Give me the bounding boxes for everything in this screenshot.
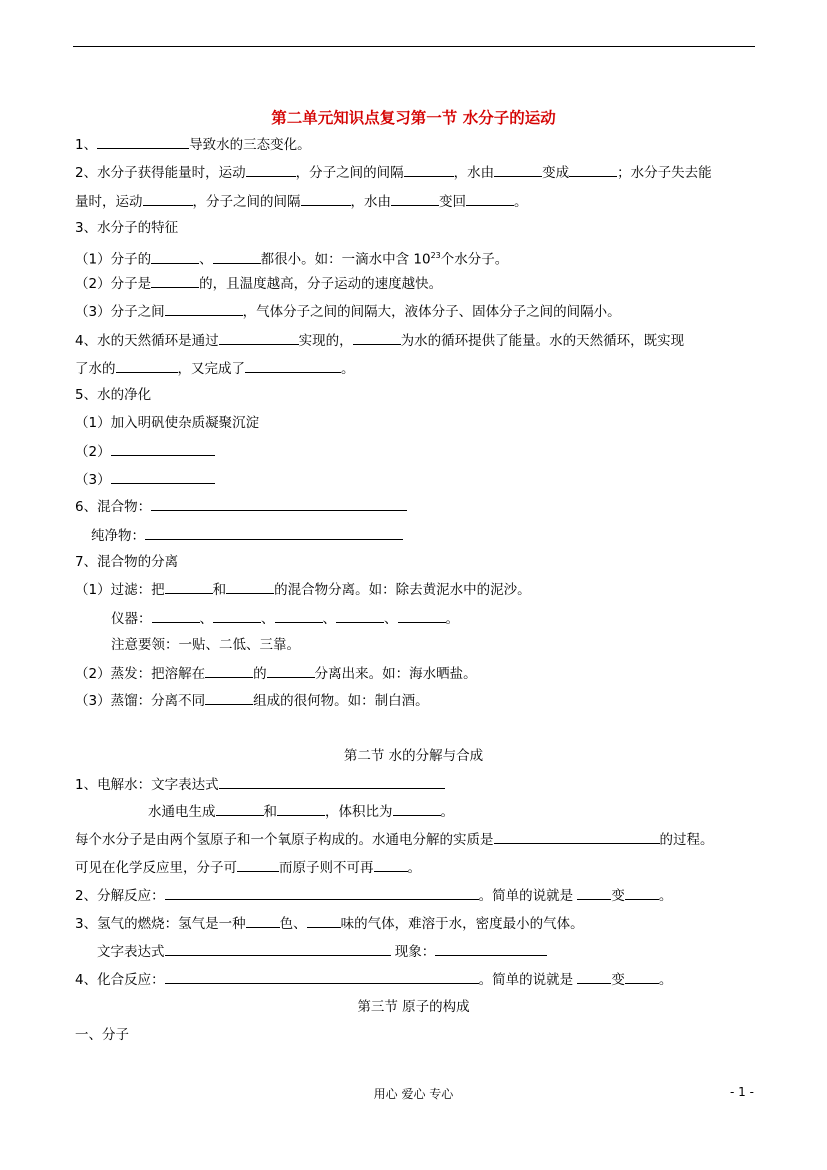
text: 每个水分子是由两个氢原子和一个氧原子构成的。水通电分解的实质是 <box>75 832 494 848</box>
item-7-1-instruments <box>111 609 459 628</box>
text: 组成的很何物。如：制白酒。 <box>253 693 429 709</box>
text: 和 <box>263 804 277 820</box>
text: 。 <box>341 361 355 377</box>
header-rule <box>73 46 755 47</box>
item-3-heading: 3、水分子的特征 <box>75 220 179 236</box>
text: 。简单的说就是 <box>478 972 578 988</box>
section-3-heading: 第三节 原子的构成 <box>357 999 470 1015</box>
separator: 、 <box>384 611 398 627</box>
fill-blank[interactable] <box>165 942 391 956</box>
fill-blank[interactable] <box>466 192 514 206</box>
text: 的混合物分离。如：除去黄泥水中的泥沙。 <box>274 582 531 598</box>
fill-blank[interactable] <box>625 886 659 900</box>
text: 1、电解水：文字表达式 <box>75 777 219 793</box>
fill-blank[interactable] <box>353 331 401 345</box>
fill-blank[interactable] <box>152 609 200 623</box>
text: 为水的循环提供了能量。水的天然循环，既实现 <box>400 333 685 349</box>
section-2-heading: 第二节 水的分解与合成 <box>343 748 484 764</box>
exponent: 23 <box>430 251 441 260</box>
text: （3） <box>75 472 111 488</box>
separator: 、 <box>322 611 336 627</box>
text: ，分子之间的间隔 <box>192 194 301 210</box>
footer-motto: 用心 爱心 专心 <box>373 1087 454 1101</box>
fill-blank[interactable] <box>374 858 408 872</box>
s2-item-3-expression <box>97 942 547 961</box>
s2-item-3 <box>75 914 584 933</box>
item-4-line-2 <box>75 359 355 378</box>
text: 分离出来。如：海水晒盐。 <box>314 666 477 682</box>
fill-blank[interactable] <box>219 775 445 789</box>
fill-blank[interactable] <box>151 274 199 288</box>
item-5-2 <box>75 442 215 461</box>
item-5-1: （1）加入明矾使杂质凝聚沉淀 <box>75 415 260 431</box>
text: 4、化合反应： <box>75 972 165 988</box>
text: （1）分子的 <box>75 251 152 268</box>
item-7-3 <box>75 691 429 710</box>
item-3-3 <box>75 302 621 321</box>
text: 变 <box>611 972 625 988</box>
text: 。 <box>658 888 673 904</box>
text: 而原子则不可再 <box>279 860 374 876</box>
fill-blank[interactable] <box>391 192 439 206</box>
fill-blank[interactable] <box>226 580 274 594</box>
text: 。简单的说就是 <box>478 888 578 904</box>
fill-blank[interactable] <box>216 802 264 816</box>
fill-blank[interactable] <box>165 302 243 316</box>
text: 的过程。 <box>659 832 714 848</box>
fill-blank[interactable] <box>277 802 325 816</box>
text: ，气体分子之间的间隔大，液体分子、固体分子之间的间隔小。 <box>242 304 621 320</box>
text: 的，且温度越高，分子运动的速度越快。 <box>199 276 443 292</box>
fill-blank[interactable] <box>494 830 660 844</box>
text: 了水的 <box>75 361 116 377</box>
fill-blank[interactable] <box>246 163 296 177</box>
s2-item-2 <box>75 886 672 905</box>
fill-blank[interactable] <box>205 664 253 678</box>
item-4-line-1 <box>75 331 684 350</box>
text: 导致水的三态变化。 <box>189 137 311 153</box>
text: 4、水的天然循环是通过 <box>75 333 219 349</box>
s3-item-1: 一、分子 <box>75 1027 129 1043</box>
fill-blank[interactable] <box>151 497 407 511</box>
item-6-mixture <box>75 497 407 516</box>
separator: 、 <box>199 611 213 627</box>
s2-item-1 <box>75 775 445 794</box>
text: 变成 <box>542 165 570 181</box>
item-1 <box>75 135 311 154</box>
text: 和 <box>212 582 227 598</box>
fill-blank[interactable] <box>246 914 280 928</box>
s2-item-1-products <box>148 802 454 821</box>
fill-blank[interactable] <box>301 192 351 206</box>
fill-blank[interactable] <box>577 886 611 900</box>
item-7-heading: 7、混合物的分离 <box>75 554 179 570</box>
fill-blank[interactable] <box>275 609 323 623</box>
item-7-1 <box>75 580 531 599</box>
item-5-3 <box>75 470 215 489</box>
text: （3）分子之间 <box>75 304 165 320</box>
fill-blank[interactable] <box>165 970 479 984</box>
fill-blank[interactable] <box>398 609 446 623</box>
fill-blank[interactable] <box>245 359 341 373</box>
fill-blank[interactable] <box>237 858 279 872</box>
fill-blank[interactable] <box>111 442 215 456</box>
text: 2、分解反应： <box>75 888 165 904</box>
fill-blank[interactable] <box>219 331 299 345</box>
s2-item-4 <box>75 970 672 989</box>
fill-blank[interactable] <box>393 802 441 816</box>
item-2-line-2 <box>75 192 528 211</box>
text: 文字表达式 <box>97 944 165 960</box>
text: ；水分子失去能 <box>617 165 712 181</box>
fill-blank[interactable] <box>494 163 542 177</box>
text: 味的气体，难溶于水，密度最小的气体。 <box>340 916 584 932</box>
fill-blank[interactable] <box>213 609 261 623</box>
s2-paragraph-1 <box>75 830 714 849</box>
s2-paragraph-2 <box>75 858 421 877</box>
text: 现象： <box>390 944 436 960</box>
document-title: 第二单元知识点复习第一节 水分子的运动 <box>271 109 556 127</box>
text: （2） <box>75 444 111 460</box>
text: ，分子之间的间隔 <box>295 165 404 181</box>
text: 3、氢气的燃烧：氢气是一种 <box>75 916 246 932</box>
text: ，水由 <box>453 165 495 181</box>
text: 仪器： <box>111 611 152 627</box>
text: 纯净物： <box>91 528 145 544</box>
fill-blank[interactable] <box>151 250 199 264</box>
text: ，体积比为 <box>325 804 393 820</box>
page-number: - 1 - <box>730 1085 754 1099</box>
item-3-2 <box>75 274 442 293</box>
fill-blank[interactable] <box>145 526 403 540</box>
text: 。 <box>407 860 421 876</box>
text: 量时，运动 <box>75 194 143 210</box>
text: 的 <box>253 666 267 682</box>
text: （2）分子是 <box>75 276 152 292</box>
text: 2、水分子获得能量时，运动 <box>75 165 246 181</box>
text: 6、混合物： <box>75 499 152 515</box>
text: （2）蒸发：把溶解在 <box>75 666 206 682</box>
fill-blank[interactable] <box>205 691 253 705</box>
text: 实现的， <box>298 333 353 349</box>
text: 。 <box>658 972 673 988</box>
fill-blank[interactable] <box>435 942 547 956</box>
text: （1）过滤：把 <box>75 582 165 598</box>
text: 变回 <box>439 194 466 210</box>
fill-blank[interactable] <box>336 609 384 623</box>
text: 个水分子。 <box>440 251 509 268</box>
text: 1、 <box>75 137 98 153</box>
fill-blank[interactable] <box>116 359 178 373</box>
fill-blank[interactable] <box>307 914 341 928</box>
text: 。 <box>445 611 459 627</box>
fill-blank[interactable] <box>577 970 611 984</box>
item-3-1 <box>75 247 508 269</box>
fill-blank[interactable] <box>97 135 189 149</box>
text: （3）蒸馏：分离不同 <box>75 693 206 709</box>
fill-blank[interactable] <box>213 250 261 264</box>
item-7-1-notes: 注意要领：一贴、二低、三靠。 <box>111 637 300 653</box>
fill-blank[interactable] <box>165 580 213 594</box>
item-5-heading: 5、水的净化 <box>75 387 152 403</box>
item-2-line-1 <box>75 163 712 182</box>
text: ，水由 <box>350 194 391 210</box>
separator: 、 <box>261 611 275 627</box>
text: 水通电生成 <box>148 804 216 820</box>
fill-blank[interactable] <box>267 664 315 678</box>
fill-blank[interactable] <box>143 192 193 206</box>
text: ，又完成了 <box>177 361 245 377</box>
text: 可见在化学反应里，分子可 <box>75 860 237 876</box>
fill-blank[interactable] <box>569 163 617 177</box>
text: 。 <box>514 194 528 210</box>
text: 、 <box>199 251 213 268</box>
text: 色、 <box>279 916 307 932</box>
text: 都很小。如：一滴水中含 10 <box>260 251 431 268</box>
item-6-pure <box>91 526 403 545</box>
text: 变 <box>611 888 625 904</box>
item-7-2 <box>75 664 477 683</box>
fill-blank[interactable] <box>165 886 479 900</box>
fill-blank[interactable] <box>111 470 215 484</box>
fill-blank[interactable] <box>404 163 454 177</box>
text: 。 <box>440 804 454 820</box>
fill-blank[interactable] <box>625 970 659 984</box>
